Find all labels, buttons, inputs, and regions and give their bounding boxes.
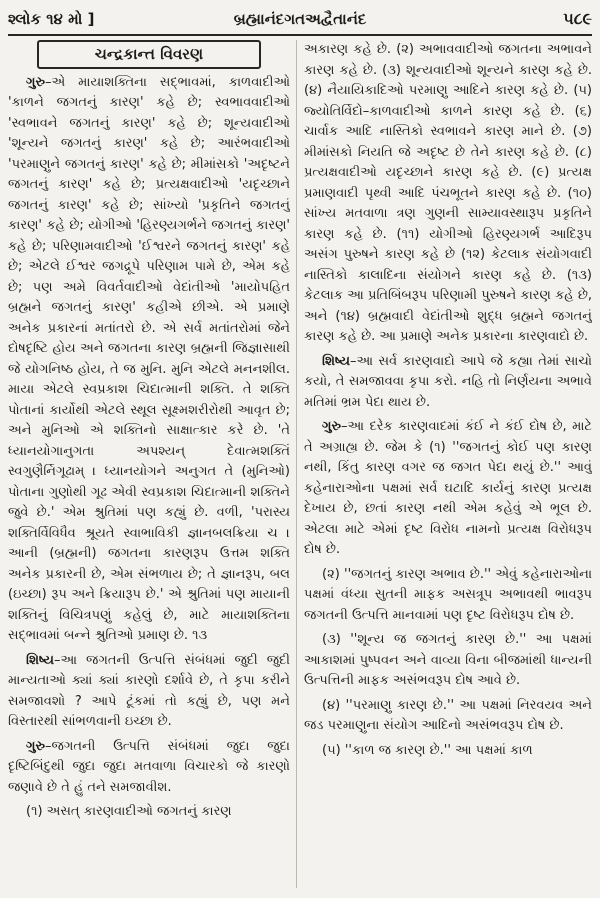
paragraph	[8, 737, 290, 799]
speaker-label: ગુરુ	[26, 738, 46, 754]
paragraph	[304, 40, 592, 348]
paragraph	[8, 802, 290, 823]
paragraph-text: –આ દરેક કારણવાદમાં કંઈ ને કંઈ દોષ છે, માટે તે અગ્રાહ્ય છે. જેમ કે (૧) ''જગતનું કોઈ પણ કારણ નથી, કિંતુ કારણ વગર જ જગત પેદા થયું છે.'' આવું કહેનારાઓના પક્ષમાં સર્વ ઘટાદિ કાર્યનું કારણ પ્રત્યક્ષ દેખાય છે, છતાં કારણ નથી એમ કહેવું એ ભૂલ છે. એટલા માટે એમાં દૃષ્ટ વિરોધ નામનો પ્રત્યક્ષ વિરોધરૂપ દોષ છે.	[304, 419, 592, 557]
paragraph-text: (૧) અસત્ કારણવાદીઓ જગતનું કારણ	[26, 804, 232, 819]
speaker-label: શિષ્ય	[322, 353, 351, 369]
paragraph-text: –આ જગતની ઉત્પત્તિ સંબંધમાં જુદી જુદી માન્યતાઓ ક્યાં ક્યાં કારણો દર્શાવે છે, તે કૃપા કરીને સમજાવશો ? આપે ટૂંકમાં તો કહ્યું છે, પણ મને વિસ્તારથી સાંભળવાની ઇચ્છા છે.	[8, 652, 290, 729]
section-title: ચન્દ્રકાન્ત વિવરણ	[37, 40, 261, 69]
paragraph	[8, 651, 290, 733]
paragraph	[304, 417, 592, 561]
left-column	[8, 40, 290, 890]
paragraph	[304, 741, 592, 762]
speaker-label: ગુરુ	[322, 419, 342, 434]
page-number: ૫૮૯	[563, 9, 592, 28]
verse-reference: શ્લોક ૧૪ મો ]	[8, 10, 95, 28]
running-title: બ્રહ્માનંદગતઅદ્વૈતાનંદ	[233, 10, 367, 28]
paragraph-text: (૫) ''કાળ જ કારણ છે.'' આ પક્ષમાં કાળ	[322, 742, 533, 758]
paragraph	[304, 565, 592, 627]
paragraph-text: –આ સર્વ કારણવાદો આપે જે કહ્યા તેમાં સાચો કયો, તે સમજાવવા કૃપા કરો. નહિ તો નિર્ણયના અભાવે મતિમાં ભ્રમ પેદા થાય છે.	[304, 353, 592, 410]
paragraph-text: (૨) ''જગતનું કારણ અભાવ છે.'' એવું કહેનારાઓના પક્ષમાં વંધ્યા સુતની માફક અસત્રૂપ અભાવથી ભાવરૂપ જગતની ઉત્પત્તિ માનવામાં પણ દૃષ્ટ વિરોધરૂપ દોષ છે.	[304, 566, 592, 623]
paragraph-text: –એ માયાશક્તિના સદ્ભાવમાં, કાળવાદીઓ 'કાળને જગતનું કારણ' કહે છે; સ્વભાવવાદીઓ 'સ્વભાવને જગતનું કારણ' કહે છે; શૂન્યવાદીઓ 'શૂન્યને જગતનું કારણ' કહે છે; આરંભવાદીઓ 'પરમાણુને જગતનું કારણ' કહે છે; મીમાંસકો 'અદૃષ્ટને જગતનું કારણ' કહે છે; પ્રત્યક્ષવાદીઓ 'યદૃચ્છાને જગતનું કારણ' કહે છે; સાંખ્યો 'પ્રકૃતિને જગતનું કારણ' કહે છે; યોગીઓ 'હિરણ્યગર્ભને જગતનું કારણ' કહે છે; પરિણામવાદીઓ 'ઈશ્વરને જગતનું કારણ' કહે છે; એટલે ઈશ્વર જગદ્રૂપે પરિણામ પામે છે, એમ કહે છે; પણ અમે વિવર્તવાદીઓ વેદાંતીઓ 'માયોપહિત બ્રહ્મને જગતનું કારણ' કહીએ છીએ. એ પ્રમાણે અનેક પ્રકારનાં મતાંતરો છે. એ સર્વ મતાંતરોમાં જેને દોષદૃષ્ટિ હોય અને જગતના કારણ બ્રહ્મની જિજ્ઞાસાથી જે યોગનિષ્ઠ હોય, તે જ મુનિ. મુનિ એટલે મનનશીલ. માયા એટલે સ્વપ્રકાશ ચિદાત્માની શક્તિ. તે શક્તિ પોતાનાં કાર્યોથી એટલે સ્થૂલ સૂક્ષ્મશરીરોથી આવૃત છે; અને મુનિઓ એ શક્તિનો સાક્ષાત્કાર કરે છે. 'તે ધ્યાનયોગાનુગતા અપશ્યન્ દેવાત્મશક્તિં સ્વગુણૈર્નિગૂઢામ્ । ધ્યાનયોગને અનુગત તે (મુનિઓ) પોતાના ગુણોથી ગૂઢ એવી સ્વપ્રકાશ ચિદાત્માની શક્તિને જુવે છે.' એમ શ્રુતિમાં પણ કહ્યું છે. વળી, 'પરાસ્ય શક્તિર્વિવિધૈવ શ્રૂયતે સ્વાભાવિકી જ્ઞાનબલક્રિયા ચ । આની (બ્રહ્મની) જગતના કારણરૂપ ઉત્તમ શક્તિ અનેક પ્રકારની છે, એમ સંભળાય છે; તે જ્ઞાનરૂપ, બલ (ઇચ્છા) રૂપ અને ક્રિયારૂપ છે.' એ શ્રુતિમાં પણ માયાની શક્તિનું વિચિત્રપણું કહેલું છે, માટે માયાશક્તિના સદ્ભાવમાં બન્ને શ્રુતિઓ પ્રમાણ છે. ૧૩	[8, 74, 290, 643]
speaker-label: ગુરુ	[26, 74, 46, 90]
paragraph	[304, 696, 592, 737]
paragraph-text: (૪) ''પરમાણુ કારણ છે.'' આ પક્ષમાં નિરવયવ અને જડ પરમાણુના સંયોગ આદિનો અસંભવરૂપ દોષ છે.	[304, 697, 592, 733]
paragraph	[304, 630, 592, 692]
page-header	[8, 4, 592, 36]
paragraph-text: –જગતની ઉત્પત્તિ સંબંધમાં જુદા જુદા દૃષ્ટિબિંદુથી જુદા જુદા મતવાળા વિચારકો જે કારણો જણાવે છે તે હું તને સમજાવીશ.	[8, 738, 290, 795]
paragraph-text: અકારણ કહે છે. (૨) અભાવવાદીઓ જગતના અભાવને કારણ કહે છે. (૩) શૂન્યવાદીઓ શૂન્યને કારણ કહે છે. (૪) નૈયાયિકાદિઓ પરમાણુ આદિને કારણ કહે છે. (૫) જ્યોતિર્વિદો–કાળવાદીઓ કાળને કારણ કહે છે. (૬) ચાર્વાક આદિ નાસ્તિકો સ્વભાવને કારણ માને છે. (૭) મીમાંસકો નિયતિ જે અદૃષ્ટ છે તેને કારણ કહે છે. (૮) પ્રત્યક્ષવાદીઓ યદૃચ્છાને કારણ કહે છે. (૯) પ્રત્યક્ષ પ્રમાણવાદી પૃથ્વી આદિ પંચભૂતને કારણ કહે છે. (૧૦) સાંખ્ય મતવાળા ત્રણ ગુણની સામ્યાવસ્થારૂપ પ્રકૃતિને કારણ કહે છે. (૧૧) યોગીઓ હિરણ્યગર્ભ આદિરૂપ અસંગ પુરુષને કારણ કહે છે (૧૨) કેટલાક સંયોગવાદી નાસ્તિકો કાલાદિના સંયોગને કારણ કહે છે. (૧૩) કેટલાક આ પ્રતિબિંબરૂપ પરિણામી પુરુષને કારણ કહે છે, અને (૧૪) બ્રહ્મવાદી વેદાંતીઓ શુદ્ધ બ્રહ્મને જગતનું કારણ કહે છે. આ પ્રમાણે અનેક પ્રકારના કારણવાદો છે.	[304, 42, 592, 344]
speaker-label: શિષ્ય	[26, 652, 55, 668]
column-divider	[296, 40, 297, 888]
paragraph	[8, 73, 290, 647]
paragraph-text: (૩) ''શૂન્ય જ જગતનું કારણ છે.'' આ પક્ષમાં આકાશમાં પુષ્પવન અને વાવ્યા વિના બીજમાંથી ધાન્યની ઉત્પત્તિની માફક અસંભવરૂપ દોષ આવે છે.	[304, 632, 592, 688]
right-column	[304, 40, 592, 890]
paragraph	[304, 352, 592, 414]
